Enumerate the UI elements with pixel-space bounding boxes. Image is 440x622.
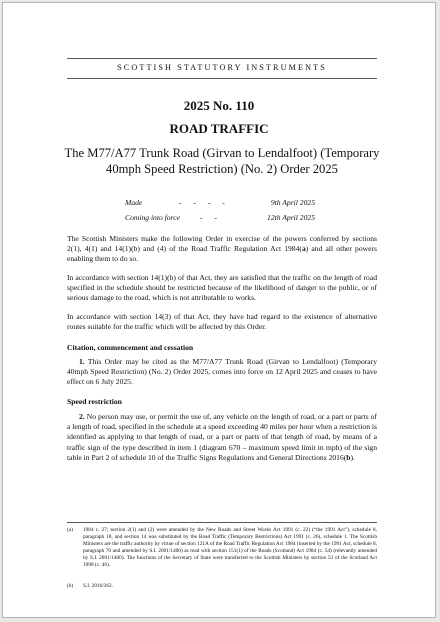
footnote-ref-a[interactable]: a — [301, 244, 306, 254]
footnote-a — [67, 527, 377, 569]
force-dashes: - - — [200, 213, 222, 222]
article-2-end: ). — [350, 452, 355, 462]
preamble-paragraph-1 — [67, 234, 377, 265]
article-2-heading: Speed restriction — [67, 397, 122, 406]
preamble-paragraph-2: In accordance with section 14(1)(b) of that Act, they are satisfied that the traffic on the length of road specified in the schedule should be restricted because of the likelihood of danger to the public, or of serious damage to the road, which is not attributable to works. — [67, 273, 377, 303]
footnote-a-text: 1984 c. 27; section 2(1) and (2) were amended by the New Roads and Street Works Act 1991 (c. 22) (“the 1991 Act”), schedule 8, paragraph 18, and section 14 was substituted by the Road Traffic (Temporary Restrictions) Act 1991 (c. 26), schedule 1. The Scottish Ministers are the traffic authority by virtue of section 121A of the Road Traffic Regulation Act 1984 (inserted by the 1991 Act, schedule 8, paragraph 70 and amended by S.I. 2001/1400) as read with section 151(1) of the Roads (Scotland) Act 1984 (c. 54) (relevantly amended by S.I. 2001/1400). The functions of the Secretary of State were transferred to the Scottish Ministers by section 53 of the Scotland Act 1998 (c. 46). — [83, 527, 377, 568]
preamble-1-end: ) and all other powers enabling them to do so. — [67, 244, 377, 264]
made-label: Made — [125, 198, 143, 207]
footnote-a-marker: (a) — [67, 527, 73, 533]
document-page — [2, 2, 436, 618]
order-title: The M77/A77 Trunk Road (Girvan to Lendalfoot) (Temporary 40mph Speed Restriction) (No. 2) Order 2025 — [64, 146, 380, 176]
force-date: 12th April 2025 — [267, 213, 315, 222]
article-2-body: No person may use, or permit the use of, any vehicle on the length of road, or a part or parts of a length of road, specified in the schedule at a speed exceeding 40 miles per hour when a restriction is identified as applying to that length of road, or a part or parts of that length of road, by means of a traffic sign of the type described in item 1 (diagram 670 – maximum speed limit in mph) of the sign table in Part 2 of schedule 10 of the Traffic Signs Regulations and General Directions 2016( — [67, 412, 377, 462]
footnote-b — [67, 583, 377, 590]
instrument-number: 2025 No. 110 — [183, 98, 255, 113]
article-1-body: This Order may be cited as the M77/A77 Trunk Road (Girvan to Lendalfoot) (Temporary 40mph Speed Restriction) (No. 2) Order 2025, comes into force on 12 April 2025 and ceases to have effect on 6 July 2025. — [67, 357, 377, 387]
subject-heading: ROAD TRAFFIC — [169, 121, 269, 136]
footnote-rule — [67, 522, 377, 523]
preamble-paragraph-3: In accordance with section 14(3) of that Act, they have had regard to the existence of alternative routes suitable for the traffic which will be affected by this Order. — [67, 312, 377, 332]
footnote-b-text: S.I. 2016/362. — [83, 583, 114, 589]
footnote-ref-b[interactable]: b — [346, 452, 351, 462]
article-2-text — [67, 412, 377, 463]
article-1-number: 1. — [79, 357, 85, 366]
article-2-number: 2. — [79, 412, 85, 421]
header-rule-top — [67, 58, 377, 59]
force-label: Coming into force — [125, 213, 180, 222]
made-date: 9th April 2025 — [270, 198, 315, 207]
series-title: SCOTTISH STATUTORY INSTRUMENTS — [117, 63, 327, 72]
made-dashes: - - - - — [179, 198, 230, 207]
article-1-heading: Citation, commencement and cessation — [67, 343, 194, 352]
article-1-text — [67, 357, 377, 388]
footnote-b-marker: (b) — [67, 583, 74, 589]
header-rule-bottom — [67, 78, 377, 79]
preamble-1-text: The Scottish Ministers make the following Order in exercise of the powers conferred by sections 2(1), 4(1) and 14(1)(b) and (4) of the Road Traffic Regulation Act 1984( — [67, 234, 377, 254]
